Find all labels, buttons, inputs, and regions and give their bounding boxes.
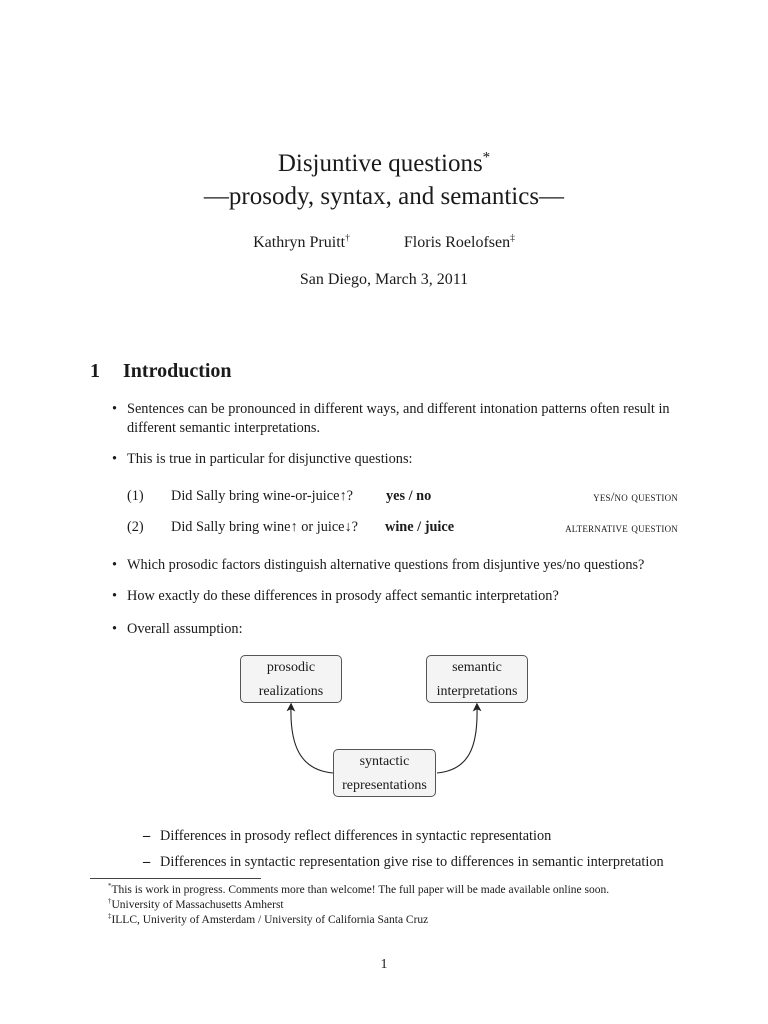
author-list bbox=[0, 234, 768, 252]
bullet-symbol: • bbox=[112, 621, 118, 637]
bullet-item bbox=[112, 587, 692, 607]
node-semantic-interpretations: semantic interpretations bbox=[426, 655, 528, 703]
author-1: Kathryn Pruitt† bbox=[253, 232, 350, 251]
footnote-3: ‡ILLC, Univerity of Amsterdam / University of California Santa Cruz bbox=[108, 913, 429, 926]
example-label: yes/no question bbox=[593, 489, 678, 504]
example-question: Did Sally bring wine↑ or juice↓? bbox=[171, 519, 359, 535]
bullet-symbol: • bbox=[112, 557, 118, 573]
sub-item bbox=[143, 827, 703, 847]
footnote-1: *This is work in progress. Comments more than welcome! The full paper will be made available online soon. bbox=[108, 883, 610, 896]
sub-item-text: Differences in prosody reflect differences in syntactic representation bbox=[160, 828, 552, 844]
example-2 bbox=[0, 518, 768, 538]
footnote-2: †University of Massachusetts Amherst bbox=[108, 898, 284, 911]
title-footnote-mark: * bbox=[482, 149, 491, 166]
bullet-item bbox=[112, 400, 692, 440]
example-1 bbox=[0, 487, 768, 507]
bullet-text: Which prosodic factors distinguish alternative questions from disjuntive yes/no questions? bbox=[127, 557, 645, 573]
bullet-text: Overall assumption: bbox=[127, 621, 243, 637]
bullet-symbol: • bbox=[112, 451, 118, 467]
sub-item bbox=[143, 853, 703, 873]
dash-symbol: – bbox=[143, 828, 151, 844]
section-title: Introduction bbox=[123, 360, 232, 382]
bullet-text: This is true in particular for disjunctive questions: bbox=[127, 451, 413, 467]
example-label: alternative question bbox=[565, 520, 678, 535]
example-answer: yes / no bbox=[386, 488, 432, 504]
title-line-2: —prosody, syntax, and semantics— bbox=[203, 183, 565, 210]
example-answer: wine / juice bbox=[385, 519, 455, 535]
arrow-to-semantic bbox=[437, 707, 477, 773]
bullet-text: Sentences can be pronounced in different ways, and different intonation patterns often result in different semantic interpretations. bbox=[127, 401, 670, 436]
section-heading bbox=[90, 360, 232, 383]
bullet-item bbox=[112, 556, 692, 576]
example-number: (1) bbox=[127, 488, 144, 504]
arrow-to-prosodic bbox=[291, 707, 333, 773]
dash-symbol: – bbox=[143, 854, 151, 870]
node-prosodic-realizations: prosodic realizations bbox=[240, 655, 342, 703]
bullet-item bbox=[112, 450, 692, 470]
author-2: Floris Roelofsen‡ bbox=[403, 232, 515, 251]
node-syntactic-representations: syntactic representations bbox=[333, 749, 436, 797]
footnote-divider bbox=[90, 878, 261, 879]
date-line: San Diego, March 3, 2011 bbox=[299, 271, 469, 288]
bullet-text: How exactly do these differences in prosody affect semantic interpretation? bbox=[127, 588, 559, 604]
paper-title bbox=[0, 147, 768, 213]
footnotes bbox=[108, 883, 708, 928]
section-number: 1 bbox=[90, 360, 100, 382]
bullet-item bbox=[112, 620, 692, 640]
example-number: (2) bbox=[127, 519, 144, 535]
example-question: Did Sally bring wine-or-juice↑? bbox=[171, 488, 353, 504]
bullet-symbol: • bbox=[112, 401, 118, 417]
page-number: 1 bbox=[380, 957, 388, 972]
title-line-1: Disjuntive questions* bbox=[277, 149, 491, 177]
bullet-symbol: • bbox=[112, 588, 118, 604]
sub-item-text: Differences in syntactic representation give rise to differences in semantic interpretation bbox=[160, 854, 664, 870]
